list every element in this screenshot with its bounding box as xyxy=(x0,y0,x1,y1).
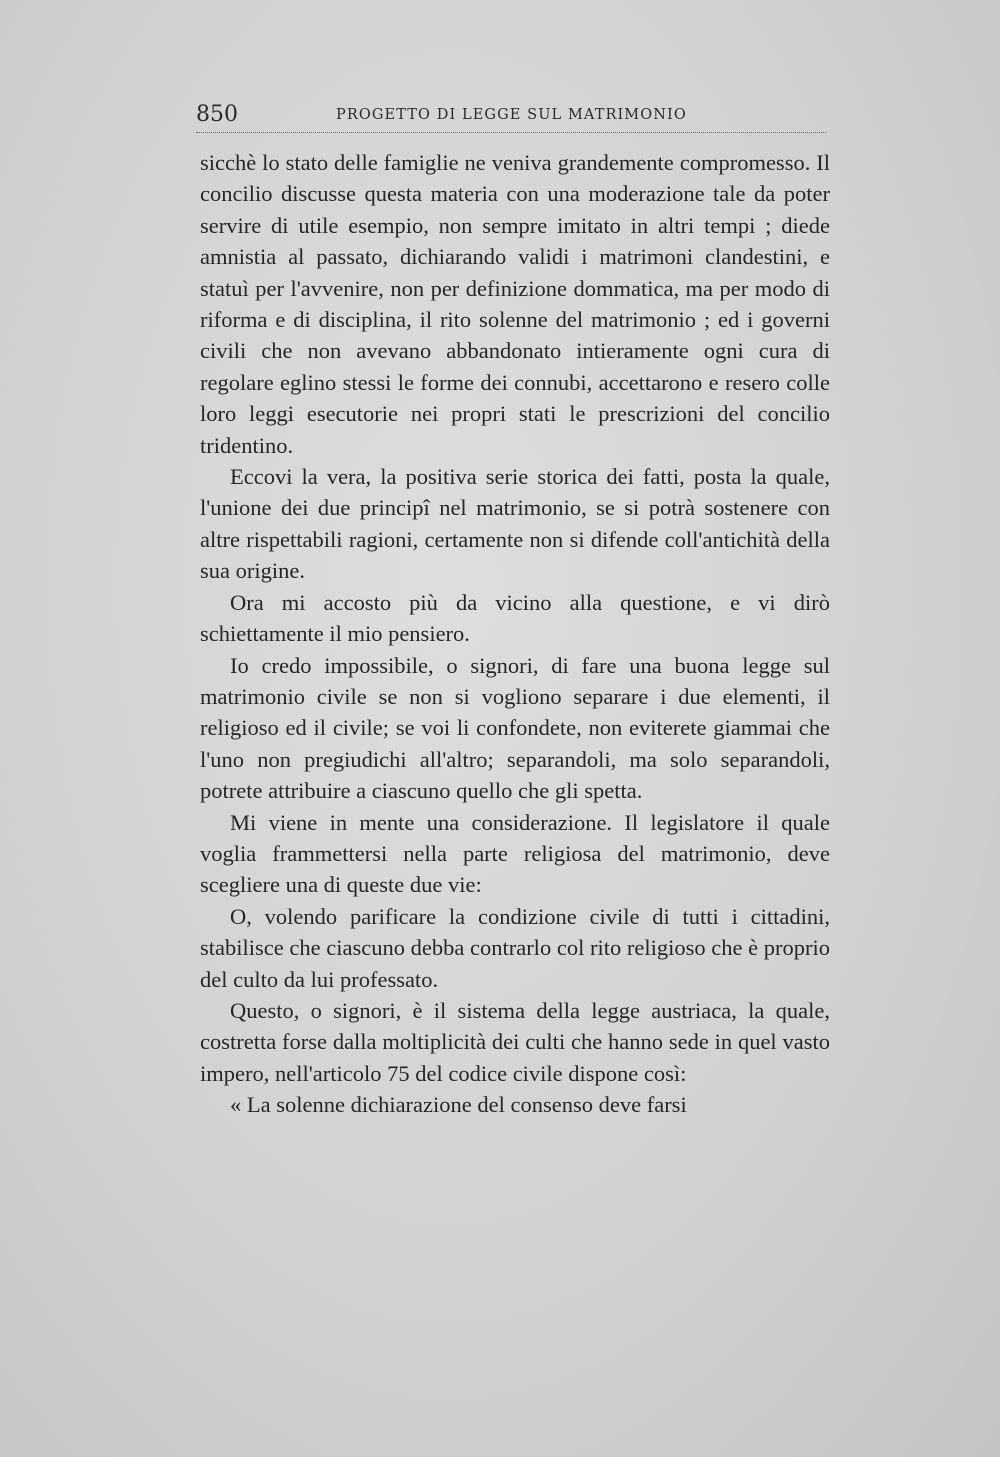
paragraph-2: Eccovi la vera, la positiva serie storica dei fatti, posta la quale, l'unione dei due principî nel matrimonio, se si potrà sostenere con altre rispettabili ragioni, certamente non si difende coll'antichità della sua origine. xyxy=(200,464,830,584)
page-number: 850 xyxy=(196,102,238,127)
header-divider xyxy=(196,132,826,133)
paragraph-5: Mi viene in mente una considerazione. Il legislatore il quale voglia frammettersi nella parte religiosa del matrimonio, deve scegliere una di queste due vie: xyxy=(200,809,830,898)
paragraph-3: Ora mi accosto più da vicino alla questione, e vi dirò schiettamente il mio pensiero. xyxy=(200,589,830,647)
body-text xyxy=(200,147,830,1121)
paragraph-6: O, volendo parificare la condizione civile di tutti i cittadini, stabilisce che ciascuno debba contrarlo col rito religioso che è proprio del culto da lui professato. xyxy=(200,903,830,992)
paragraph-4: Io credo impossibile, o signori, di fare una buona legge sul matrimonio civile se non si vogliono separare i due elementi, il religioso ed il civile; se voi li confondete, non eviterete giammai che l'uno non pregiudichi all'altro; separandoli, ma solo separandoli, potrete attribuire a ciascuno quello che gli spetta. xyxy=(200,652,830,804)
page-header xyxy=(196,100,828,130)
paragraph-8: « La solenne dichiarazione del consenso deve farsi xyxy=(230,1092,687,1118)
running-title: PROGETTO DI LEGGE SUL MATRIMONIO xyxy=(336,107,687,123)
paragraph-1: sicchè lo stato delle famiglie ne veniva grandemente compromesso. Il concilio discusse questa materia con una moderazione tale da poter servire di utile esempio, non sempre imitato in altri tempi ; diede amnistia al passato, dichiarando validi i matrimoni clandestini, e statuì per l'avvenire, non per definizione dommatica, ma per modo di riforma e di disciplina, il rito solenne del matrimonio ; ed i governi civili che non avevano abbandonato intieramente ogni cura di regolare eglino stessi le forme dei connubi, accettarono e resero colle loro leggi esecutorie nei propri stati le prescrizioni del concilio tridentino. xyxy=(200,150,830,458)
paragraph-7: Questo, o signori, è il sistema della legge austriaca, la quale, costretta forse dalla moltiplicità dei culti che hanno sede in quel vasto impero, nell'articolo 75 del codice civile dispone così: xyxy=(200,997,830,1086)
